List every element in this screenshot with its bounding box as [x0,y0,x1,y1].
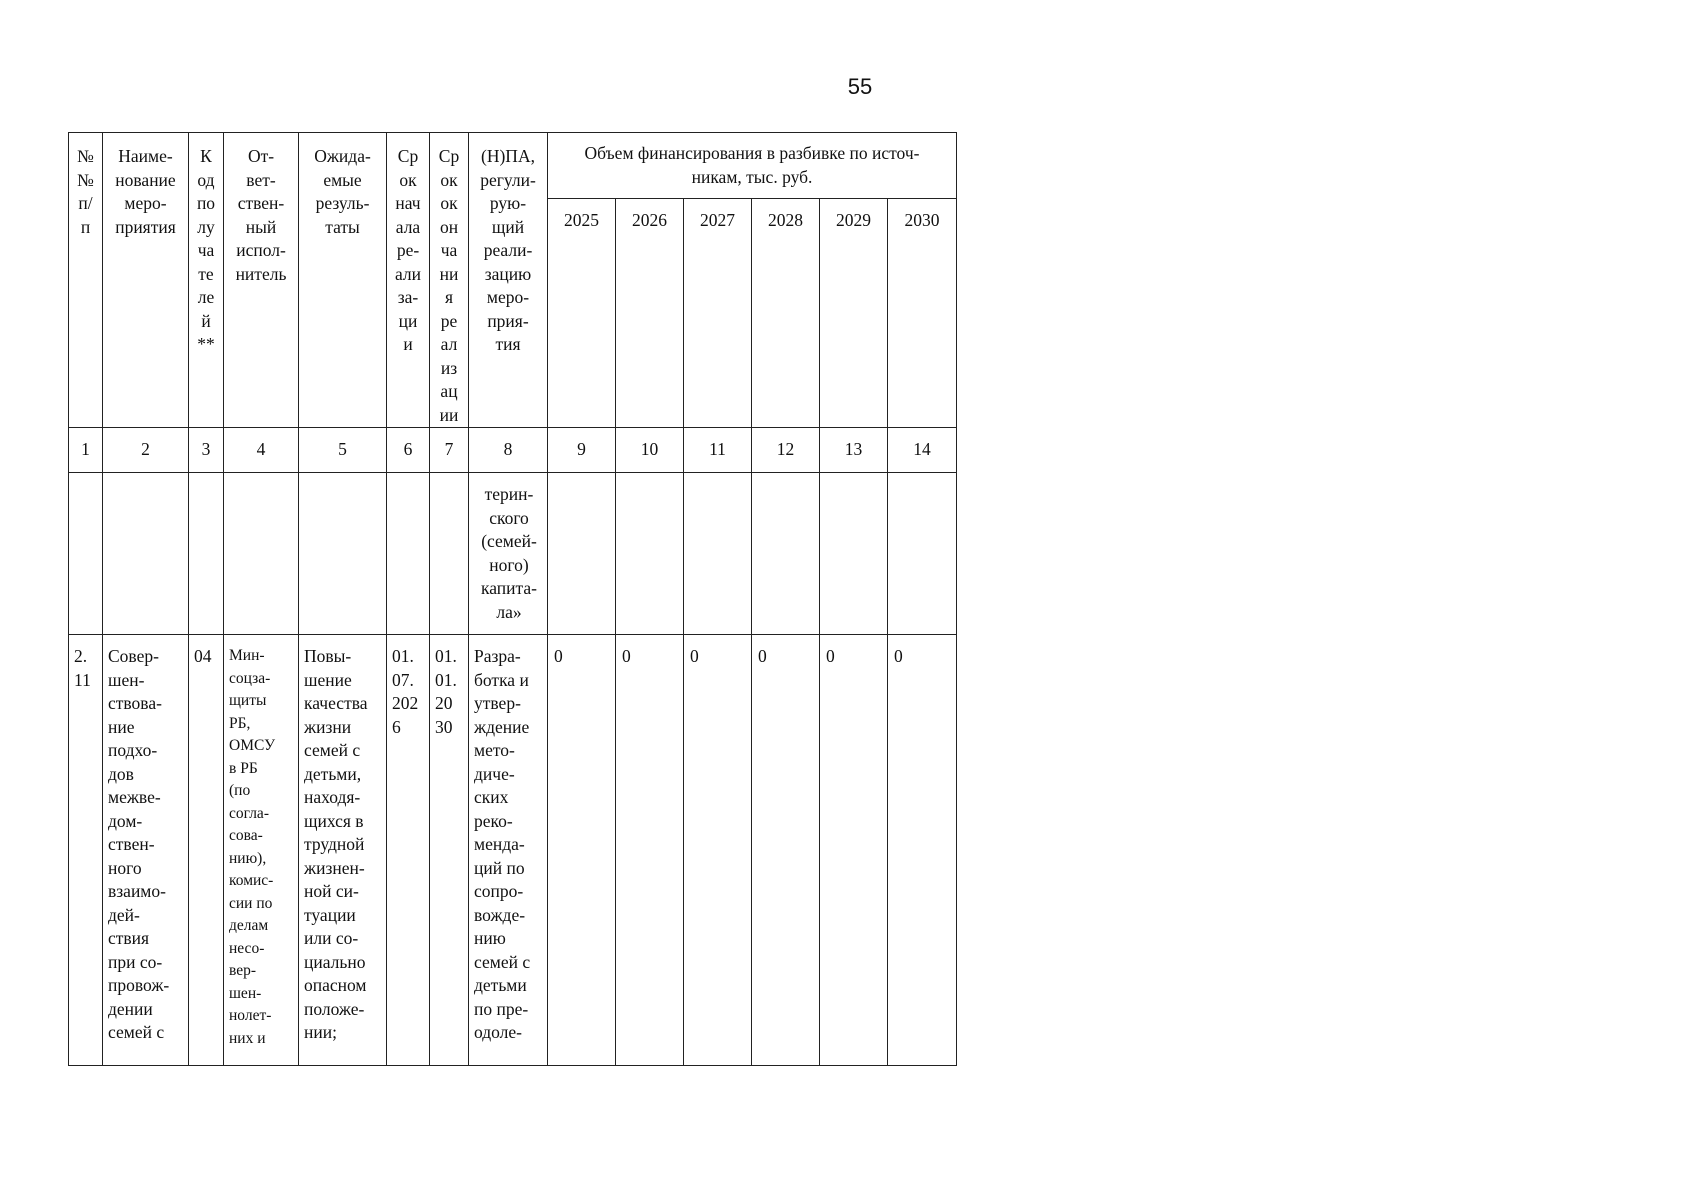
row-results: Повы- шение качества жизни семей с детьми, находя- щихся в трудной жизнен- ной си- туации или со- циально опасном положе- нии; [299,635,387,1066]
empty-cell [69,473,103,635]
column-number: 3 [189,428,224,473]
empty-cell [888,473,957,635]
column-number: 10 [616,428,684,473]
header-executor: От- вет- ствен- ный испол- нитель [224,133,299,428]
page-number: 55 [847,74,873,99]
empty-cell [299,473,387,635]
row-number: 2. 11 [69,635,103,1066]
empty-cell [224,473,299,635]
empty-cell [684,473,752,635]
row-npa: Разра- ботка и утвер- ждение мето- диче- ских реко- менда- ций по сопро- вожде- нию семей с детьми по пре- одоле- [469,635,548,1066]
column-number: 6 [387,428,430,473]
column-numbers-row [69,428,957,473]
header-year: 2027 [684,199,752,428]
empty-cell [820,473,888,635]
header-year: 2025 [548,199,616,428]
row-start-date: 01. 07. 202 6 [387,635,430,1066]
header-financing: Объем финансирования в разбивке по источ- никам, тыс. руб. [548,133,957,199]
column-number: 5 [299,428,387,473]
column-number: 4 [224,428,299,473]
funding-value: 0 [888,635,957,1066]
table-row [69,635,957,1066]
column-number: 13 [820,428,888,473]
header-row [69,133,957,199]
empty-cell [189,473,224,635]
row-name: Совер- шен- ствова- ние подхо- дов межве- дом- ствен- ного взаимо- дей- ствия при со- провож- дении семей с [103,635,189,1066]
funding-value: 0 [548,635,616,1066]
continuation-row [69,473,957,635]
header-name: Наиме- нование меро- приятия [103,133,189,428]
funding-value: 0 [616,635,684,1066]
row-executor: Мин- соцза- щиты РБ, ОМСУ в РБ (по согла- сова- нию), комис- сии по делам несо- вер- шен- нолет- них и [224,635,299,1066]
empty-cell [430,473,469,635]
funding-value: 0 [752,635,820,1066]
empty-cell [387,473,430,635]
column-number: 12 [752,428,820,473]
header-results: Ожида- емые резуль- таты [299,133,387,428]
column-number: 14 [888,428,957,473]
column-number: 7 [430,428,469,473]
header-number: № № п/ п [69,133,103,428]
column-number: 11 [684,428,752,473]
funding-value: 0 [820,635,888,1066]
header-year: 2030 [888,199,957,428]
row-end-date: 01. 01. 20 30 [430,635,469,1066]
financing-table [68,132,957,1066]
header-year: 2028 [752,199,820,428]
header-end: Ср ок ок он ча ни я ре ал из ац ии [430,133,469,428]
column-number: 9 [548,428,616,473]
empty-cell [752,473,820,635]
header-start: Ср ок нач ала ре- али за- ци и [387,133,430,428]
empty-cell [548,473,616,635]
column-number: 2 [103,428,189,473]
header-year: 2026 [616,199,684,428]
row-code: 04 [189,635,224,1066]
header-npa: (Н)ПА, регули- рую- щий реали- зацию меро- прия- тия [469,133,548,428]
npa-continuation: терин- ского (семей- ного) капита- ла» [469,473,548,635]
empty-cell [616,473,684,635]
funding-value: 0 [684,635,752,1066]
column-number: 1 [69,428,103,473]
header-year: 2029 [820,199,888,428]
column-number: 8 [469,428,548,473]
empty-cell [103,473,189,635]
header-code: К од по лу ча те ле й ** [189,133,224,428]
